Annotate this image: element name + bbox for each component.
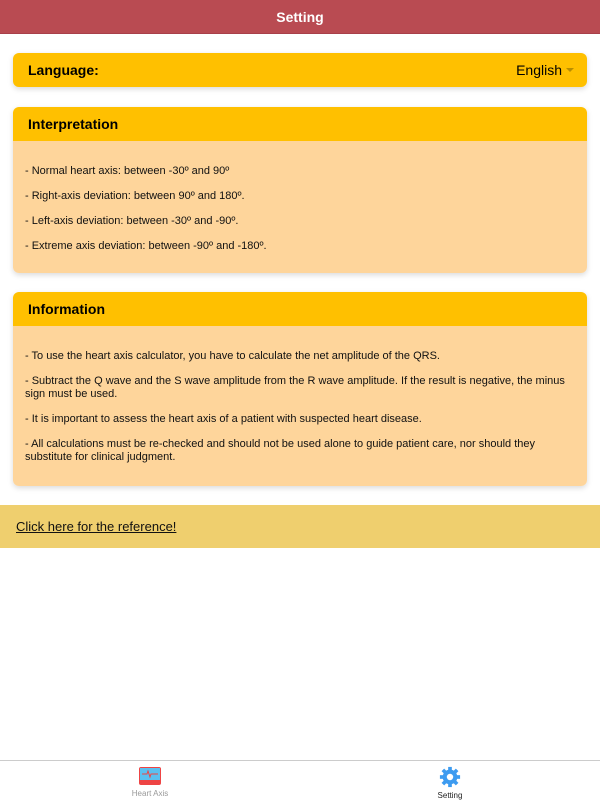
interpretation-title: Interpretation <box>13 107 587 141</box>
gear-icon <box>438 766 462 788</box>
information-title: Information <box>13 292 587 326</box>
header-title: Setting <box>0 0 600 34</box>
tab-setting[interactable] <box>300 761 600 800</box>
interpretation-item: - Left-axis deviation: between -30º and -90º. <box>25 215 239 227</box>
reference-link[interactable]: Click here for the reference! <box>16 519 177 534</box>
language-label: Language: <box>28 62 99 78</box>
information-card <box>13 292 587 486</box>
interpretation-item: - Extreme axis deviation: between -90º and -180º. <box>25 240 267 252</box>
tab-heart-axis[interactable] <box>0 761 300 800</box>
chevron-down-icon <box>566 68 574 72</box>
interpretation-item: - Normal heart axis: between -30º and 90º <box>25 165 230 177</box>
heart-monitor-icon <box>138 766 162 786</box>
language-value: English <box>516 62 562 78</box>
reference-bar <box>0 505 600 548</box>
language-select[interactable] <box>516 62 574 78</box>
tab-bar <box>0 760 600 800</box>
information-item: - All calculations must be re-checked and should not be used alone to guide patient care, nor should they substitute for clinical judgment. <box>25 438 535 463</box>
information-item: - Subtract the Q wave and the S wave amplitude from the R wave amplitude. If the result is negative, the minus sign must be used. <box>25 375 565 400</box>
interpretation-card <box>13 107 587 273</box>
tab-label: Setting <box>437 791 463 800</box>
language-card <box>13 53 587 87</box>
tab-label: Heart Axis <box>131 789 169 798</box>
information-item: - To use the heart axis calculator, you have to calculate the net amplitude of the QRS. <box>25 350 440 362</box>
interpretation-item: - Right-axis deviation: between 90º and 180º. <box>25 190 245 202</box>
information-item: - It is important to assess the heart axis of a patient with suspected heart disease. <box>25 413 422 425</box>
